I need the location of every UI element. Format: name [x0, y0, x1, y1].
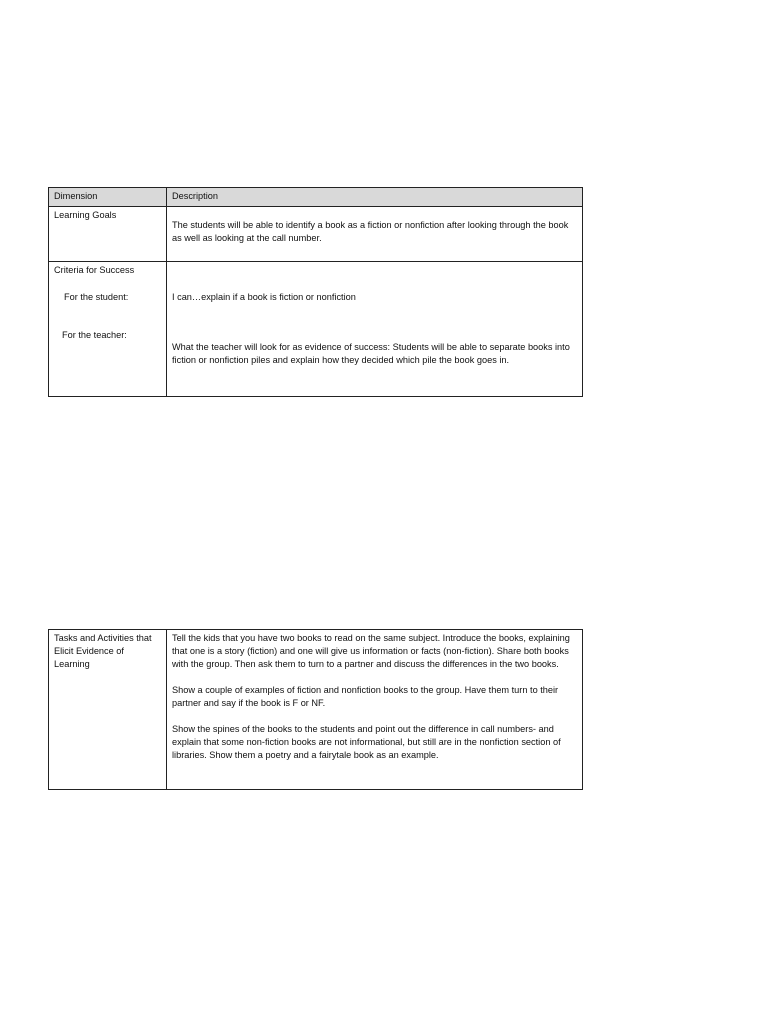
header-dimension: Dimension	[49, 188, 167, 207]
lesson-dimensions-table	[48, 187, 583, 397]
header-description: Description	[167, 188, 583, 207]
table-row	[49, 207, 583, 262]
task-paragraph-1: Tell the kids that you have two books to read on the same subject. Introduce the books, explaining that one is a story (fiction) and one will give us information or facts (non-fiction). Share both books with the group. Then ask them to turn to a partner and discuss the differences in the two books.	[172, 633, 570, 669]
table-row	[49, 262, 583, 397]
task-paragraph-2: Show a couple of examples of fiction and nonfiction books to the group. Have them turn to their partner and say if the book is F or NF.	[172, 685, 559, 708]
tasks-description-cell	[167, 630, 583, 790]
table-row	[49, 630, 583, 790]
tasks-activities-table	[48, 629, 583, 790]
criteria-label-cell	[49, 262, 167, 397]
student-label: For the student:	[64, 292, 129, 302]
criteria-label: Criteria for Success	[54, 265, 135, 275]
learning-goals-cell	[167, 207, 583, 262]
criteria-description-cell	[167, 262, 583, 397]
table-header-row	[49, 188, 583, 207]
student-criteria-text: I can…explain if a book is fiction or nonfiction	[172, 292, 356, 302]
tasks-label: Tasks and Activities that Elicit Evidence of Learning	[49, 630, 167, 790]
learning-goals-text: The students will be able to identify a book as a fiction or nonfiction after looking through the book as well as looking at the call number.	[172, 220, 569, 243]
task-paragraph-3: Show the spines of the books to the students and point out the difference in call numbers- and explain that some non-fiction books are not informational, but still are in the nonfiction section of libraries. Show them a poetry and a fairytale book as an example.	[172, 724, 561, 760]
teacher-label: For the teacher:	[62, 330, 127, 340]
teacher-criteria-text: What the teacher will look for as evidence of success: Students will be able to separate books into fiction or nonfiction piles and explain how they decided which pile the book goes in.	[172, 342, 570, 365]
learning-goals-label: Learning Goals	[49, 207, 167, 262]
